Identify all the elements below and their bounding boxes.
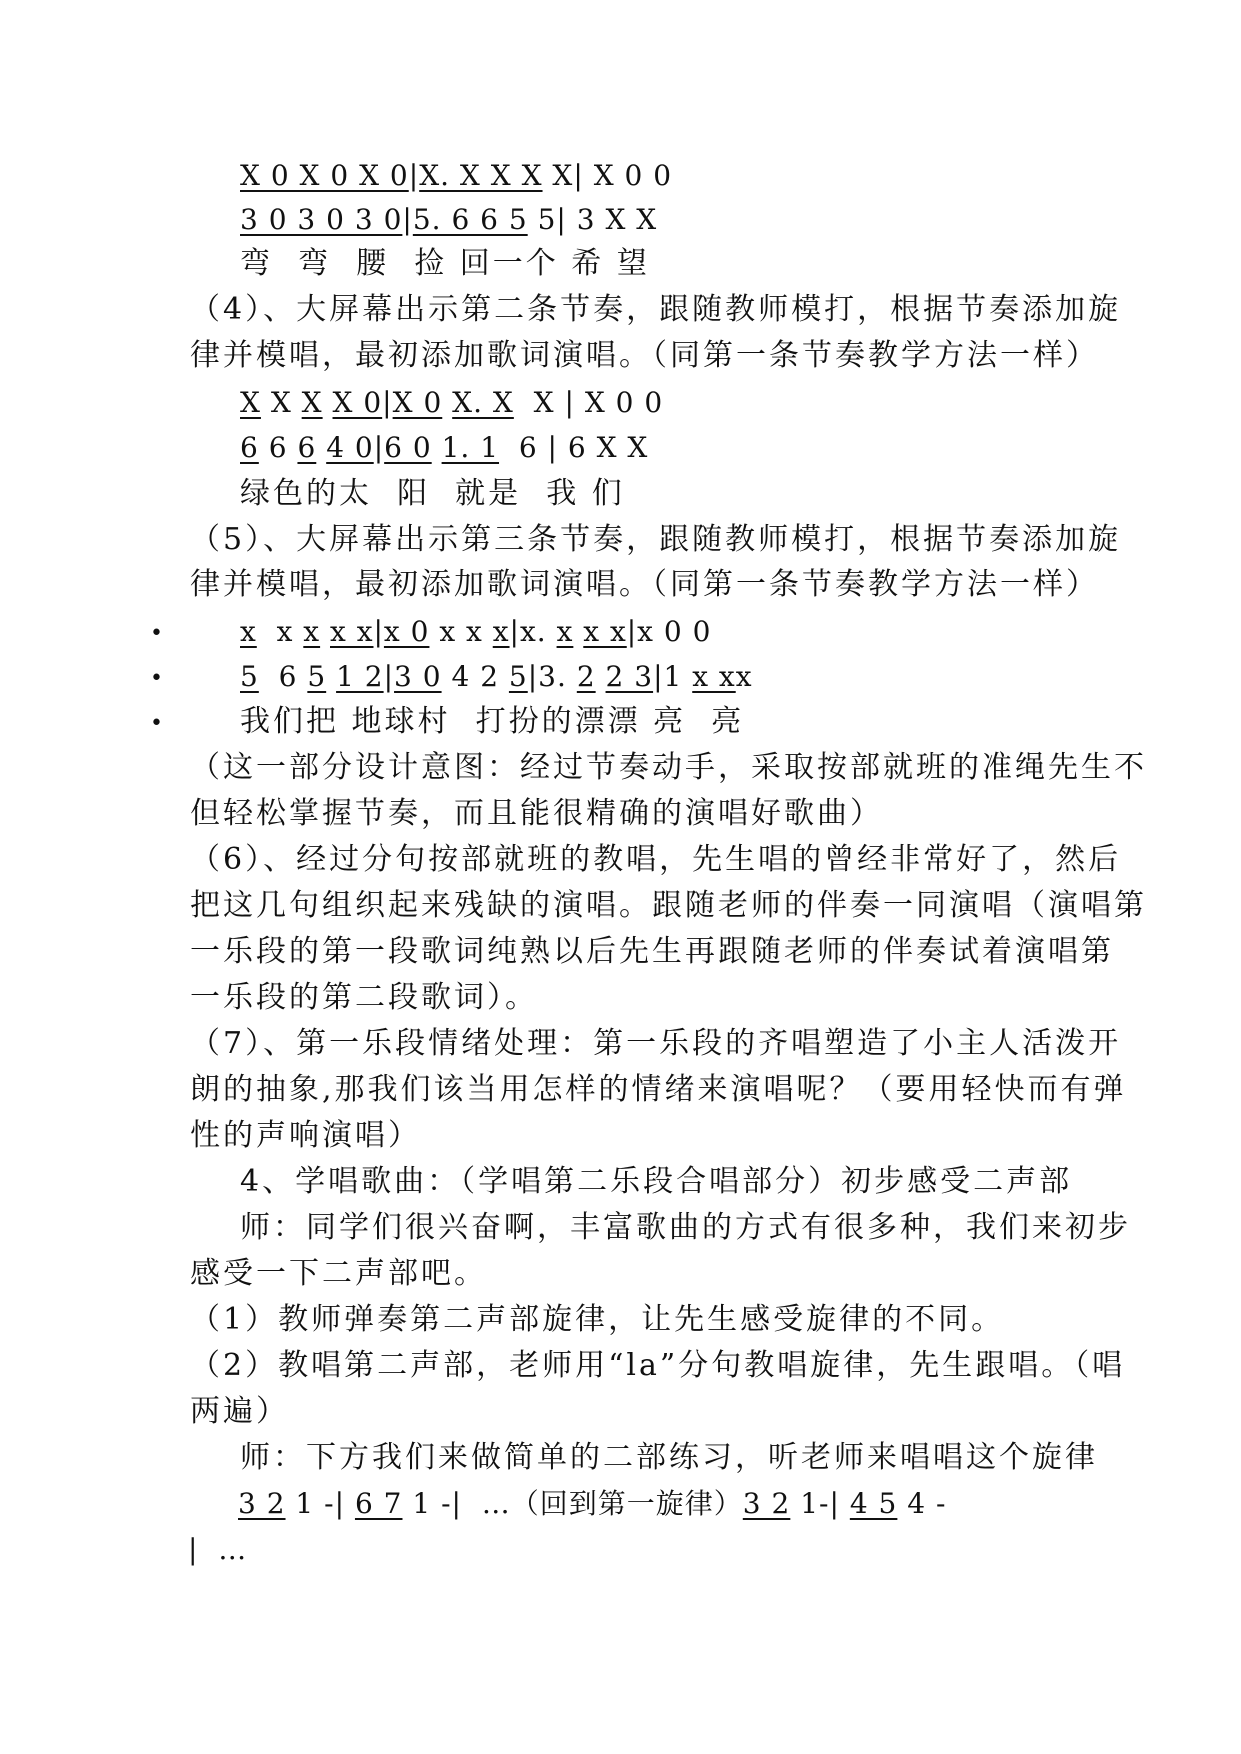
note-group: X: [301, 386, 323, 419]
note-group: x x: [583, 615, 627, 648]
spacer: [442, 386, 452, 419]
spacer: [320, 615, 330, 648]
step7-line2: 朗的抽象,那我们该当用怎样的情绪来演唱呢？（要用轻快而有弹: [190, 1072, 1127, 1107]
intent-line1: （这一部分设计意图：经过节奏动手，采取按部就班的准绳先生不: [190, 750, 1147, 785]
note-group: 2: [576, 660, 596, 693]
teacher1-line2: 感受一下二声部吧。: [190, 1256, 487, 1291]
spacer: [573, 615, 583, 648]
note-group: 6: [297, 431, 317, 464]
note-group: 5. 6 6 5: [412, 203, 528, 236]
spacer: [326, 660, 336, 693]
barline: |: [383, 660, 395, 693]
bullet: •: [150, 621, 163, 646]
note-group: 1 2: [336, 660, 384, 693]
note-group: x: [303, 615, 321, 648]
spacer: [323, 386, 333, 419]
note-group: 1. 1: [441, 431, 500, 464]
barline: |: [402, 203, 413, 236]
note-group: 5| 3 X X: [527, 203, 658, 236]
note-group: x: [735, 660, 753, 693]
note-group: 6 | 6 X X: [499, 431, 649, 464]
step5-line2: 律并模唱，最初添加歌词演唱。（同第一条节奏教学方法一样）: [190, 567, 1099, 602]
note-group: X. X X X: [419, 159, 543, 192]
note-group: 6: [240, 431, 259, 464]
note-group: 6: [258, 660, 308, 693]
note-group: 4 -: [897, 1487, 947, 1520]
note-group: X: [260, 386, 302, 419]
note-group: X| X 0 0: [542, 159, 673, 192]
spacer: [432, 431, 442, 464]
spacer: [596, 660, 606, 693]
note-group: x 0: [383, 615, 430, 648]
note-group: 6 7: [354, 1487, 403, 1520]
rhythm3-melody: [240, 659, 753, 695]
note-group: x x: [692, 660, 736, 693]
note-group: 6: [258, 431, 298, 464]
melody-end: | …: [188, 1533, 248, 1566]
note-group: 4 2: [441, 660, 509, 693]
step6-line4: 一乐段的第二段歌词）。: [190, 980, 538, 1015]
note-group: x: [256, 615, 304, 648]
rhythm2-notation: [240, 385, 663, 421]
note-group: 4 5: [849, 1487, 898, 1520]
note-group: X. X: [452, 386, 514, 419]
note-group: |1: [653, 660, 693, 693]
note-group: x: [240, 615, 257, 648]
step6-line3: 一乐段的第一段歌词纯熟以后先生再跟随老师的伴奏试着演唱第: [190, 934, 1114, 969]
note-group: 5: [508, 660, 528, 693]
teacher1-line1: 师：同学们很兴奋啊，丰富歌曲的方式有很多种，我们来初步: [240, 1210, 1131, 1245]
step6-line1: （6）、经过分句按部就班的教唱，先生唱的曾经非常好了，然后: [190, 842, 1122, 877]
two-part-melody: [238, 1486, 946, 1522]
note-group: 5: [240, 660, 259, 693]
note-group: x: [556, 615, 574, 648]
note-group: 3 0 3 0 3 0: [240, 203, 403, 236]
step5-line1: （5）、大屏幕出示第三条节奏，跟随教师模打，根据节奏添加旋: [190, 522, 1122, 557]
note-group: 2 3: [605, 660, 654, 693]
note-group: 1 -| …（回到第一旋律）: [402, 1487, 743, 1520]
note-group: 1-|: [790, 1487, 850, 1520]
note-group: x: [492, 615, 510, 648]
step4-line1: （4）、大屏幕出示第二条节奏，跟随教师模打，根据节奏添加旋: [190, 292, 1122, 327]
note-group: 6 0: [384, 431, 432, 464]
step4-line2: 律并模唱，最初添加歌词演唱。（同第一条节奏教学方法一样）: [190, 338, 1099, 373]
note-group: 5: [307, 660, 327, 693]
note-group: X 0: [332, 386, 383, 419]
note-group: |x.: [509, 615, 557, 648]
item2-line1: （2）教唱第二声部，老师用“la”分句教唱旋律，先生跟唱。（唱: [190, 1348, 1126, 1383]
rhythm1-lyric: 弯 弯 腰 捡 回一个 希 望: [240, 246, 650, 281]
step7-line1: （7）、第一乐段情绪处理：第一乐段的齐唱塑造了小主人活泼开: [190, 1026, 1122, 1061]
note-group: 1 -|: [285, 1487, 355, 1520]
item1: （1）教师弹奏第二声部旋律，让先生感受旋律的不同。: [190, 1302, 1005, 1337]
bullet: •: [150, 711, 163, 736]
note-group: X: [240, 386, 261, 419]
note-group: 3 0: [394, 660, 442, 693]
rhythm2-melody: [240, 430, 648, 466]
rhythm1-melody: [240, 202, 657, 238]
step7-line3: 性的声响演唱）: [190, 1118, 421, 1153]
barline: |: [373, 431, 385, 464]
note-group: X 0 X 0 X 0: [240, 159, 409, 192]
barline: |: [373, 615, 384, 648]
note-group: |x 0 0: [626, 615, 712, 648]
note-group: |3.: [527, 660, 577, 693]
bullet: •: [150, 666, 163, 691]
barline: |: [408, 159, 420, 192]
rhythm1-notation: [240, 158, 672, 194]
step6-line2: 把这几句组织起来残缺的演唱。跟随老师的伴奏一同演唱（演唱第: [190, 888, 1147, 923]
note-group: X | X 0 0: [513, 386, 664, 419]
note-group: x x: [429, 615, 493, 648]
note-group: 4 0: [326, 431, 374, 464]
rhythm3-notation: [240, 614, 711, 650]
item2-line2: 两遍）: [190, 1394, 289, 1429]
barline: |: [382, 386, 393, 419]
note-group: 3 2: [742, 1487, 791, 1520]
note-group: x x: [330, 615, 374, 648]
note-group: X 0: [392, 386, 443, 419]
intent-line2: 但轻松掌握节奏，而且能很精确的演唱好歌曲）: [190, 796, 883, 831]
rhythm3-lyric: 我们把 地球村 打扮的漂漂 亮 亮: [240, 704, 745, 739]
note-group: 3 2: [238, 1487, 286, 1520]
teacher2-line: 师：下方我们来做简单的二部练习，听老师来唱唱这个旋律: [240, 1440, 1098, 1475]
spacer: [316, 431, 326, 464]
section4-heading: 4、学唱歌曲：（学唱第二乐段合唱部分）初步感受二声部: [240, 1164, 1073, 1199]
rhythm2-lyric: 绿色的太 阳 就是 我 们: [240, 476, 625, 511]
